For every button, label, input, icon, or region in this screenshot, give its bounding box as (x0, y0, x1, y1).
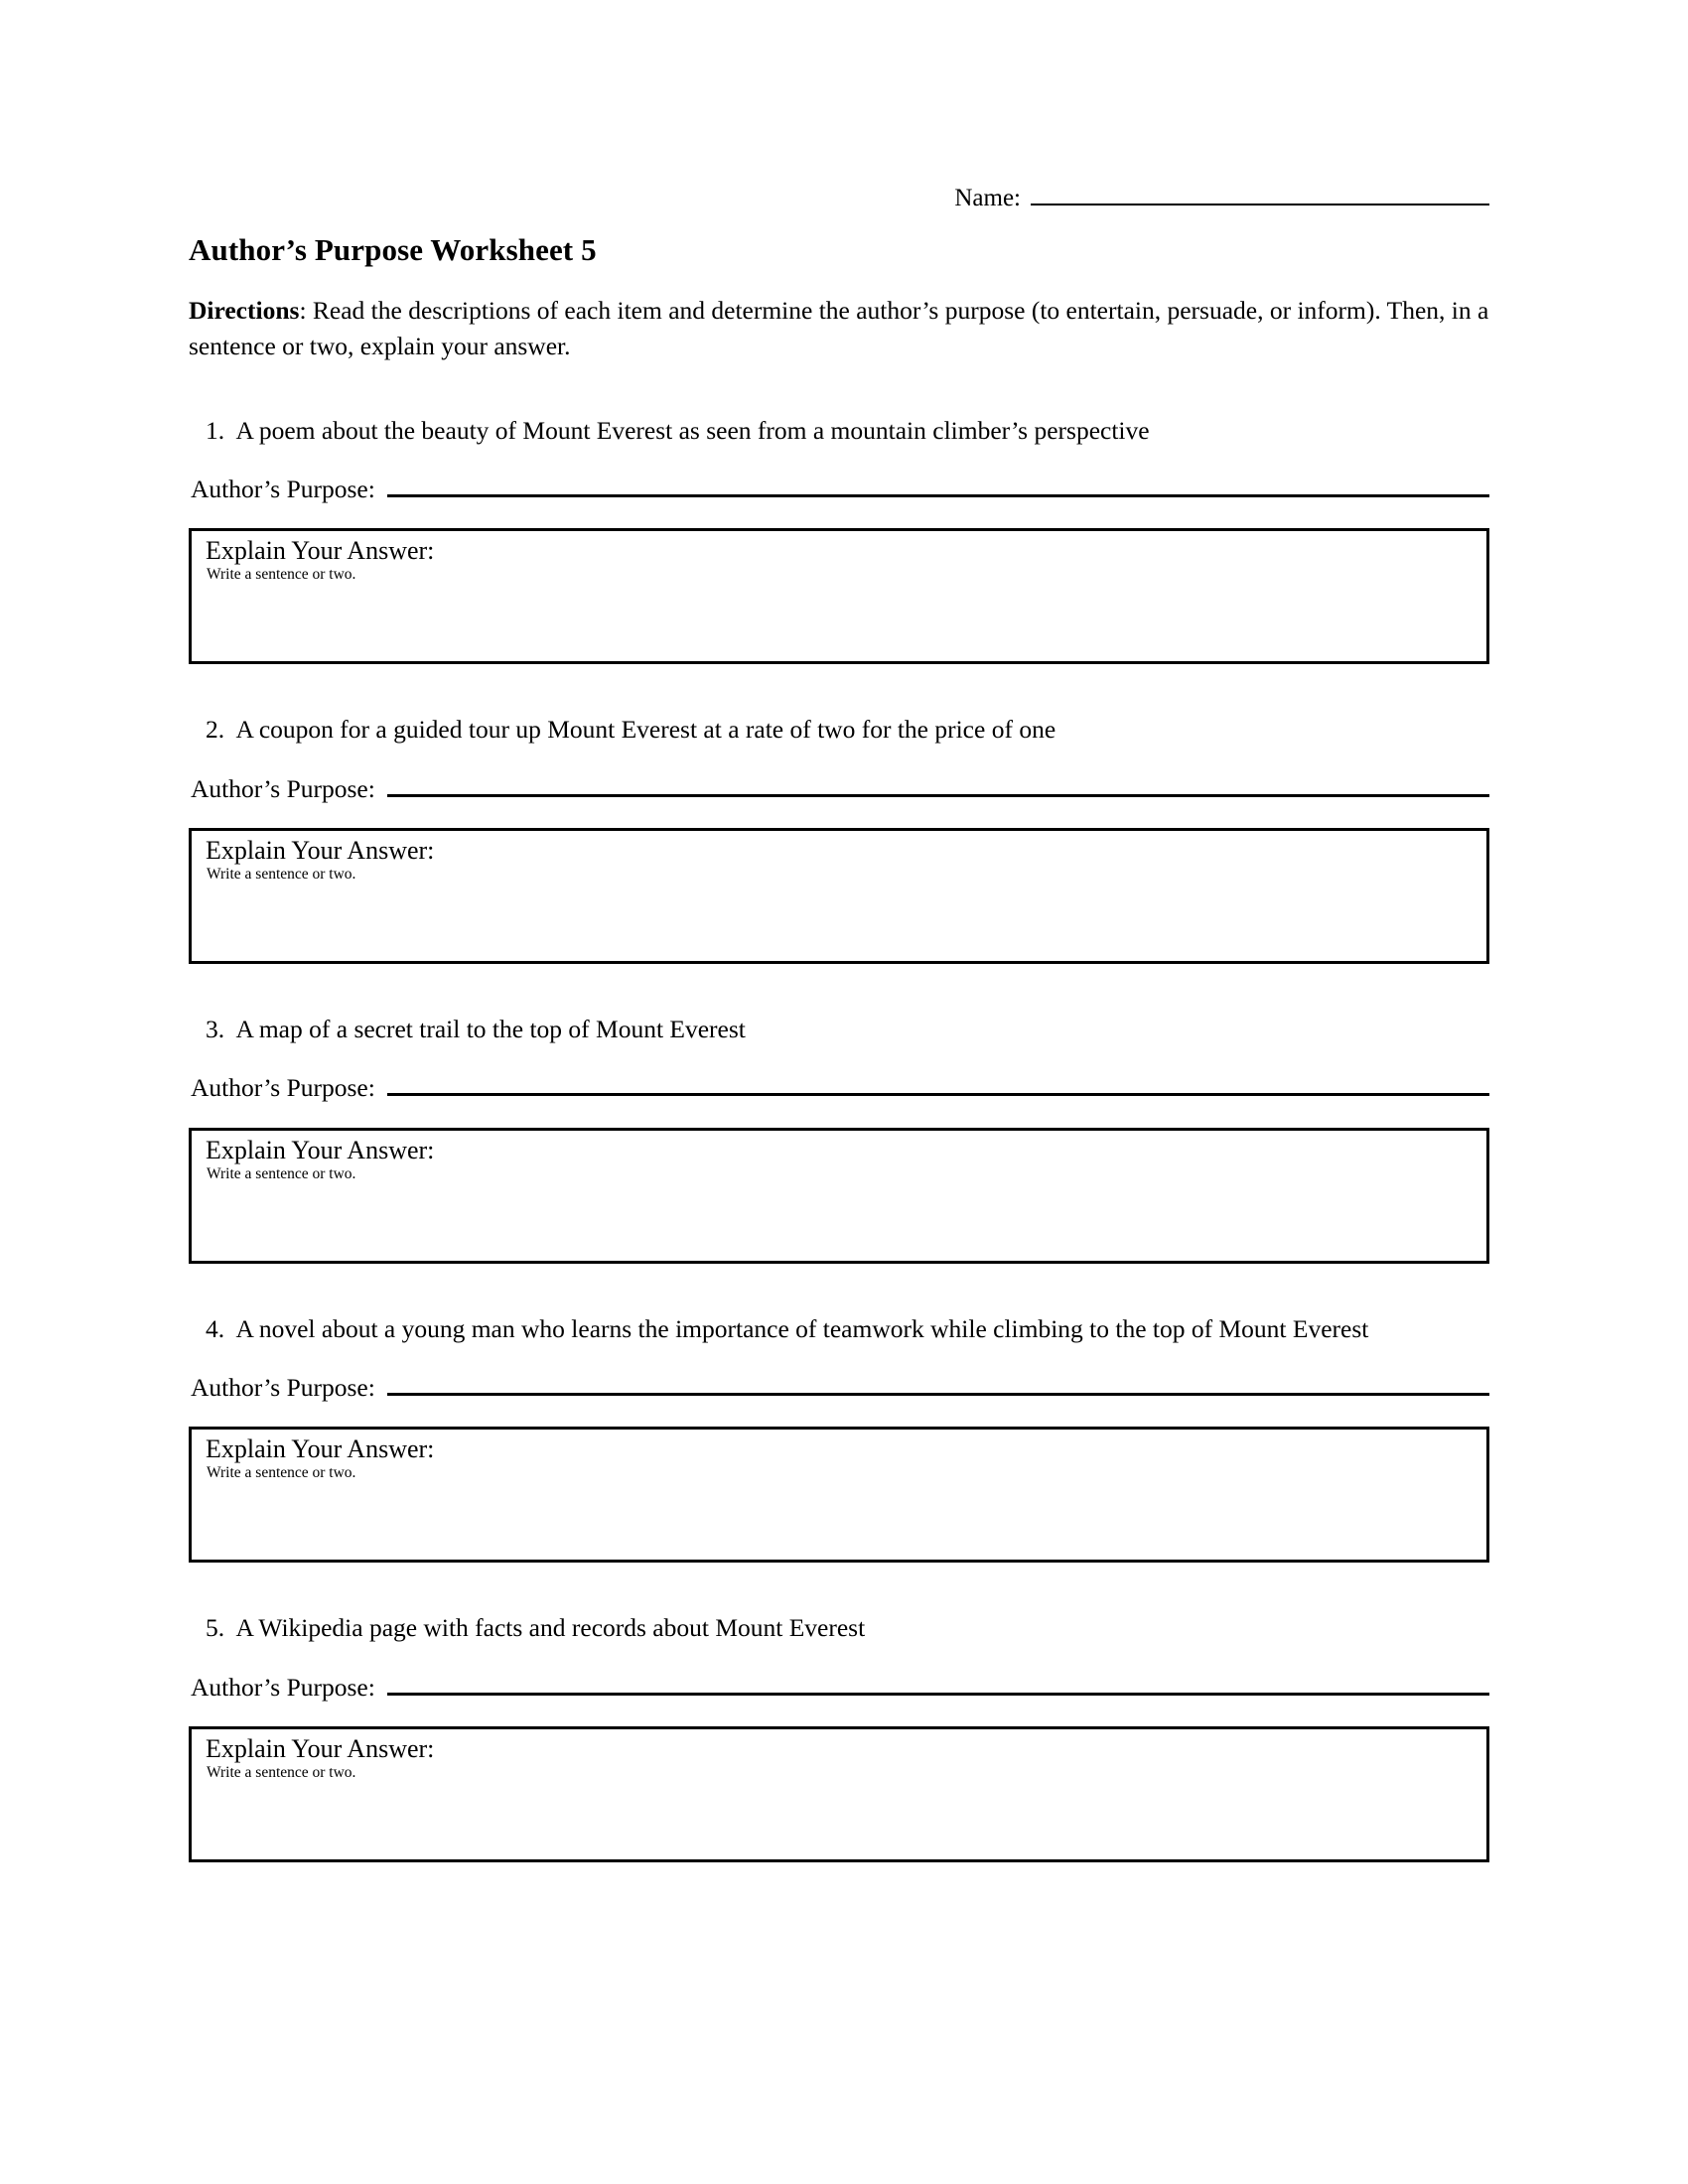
question-item (189, 1012, 1489, 1264)
question-number: 2. (206, 715, 225, 745)
explain-answer-subtext: Write a sentence or two. (207, 866, 356, 884)
question-number: 5. (206, 1613, 225, 1643)
question-text (206, 1311, 1489, 1347)
name-label: Name: (954, 185, 1021, 211)
authors-purpose-input-line[interactable] (387, 477, 1489, 497)
explain-answer-subtext: Write a sentence or two. (207, 1164, 356, 1182)
authors-purpose-row (189, 474, 1489, 503)
directions-label: Directions (189, 296, 300, 326)
question-number: 1. (206, 415, 225, 445)
question-body: A coupon for a guided tour up Mount Everest at a rate of two for the price of one (235, 715, 1056, 745)
question-text (206, 413, 1489, 449)
question-body: A novel about a young man who learns the importance of teamwork while climbing to the top of Mount Everest (235, 1313, 1369, 1343)
name-input-line[interactable] (1031, 184, 1489, 205)
explain-answer-title: Explain Your Answer: (206, 836, 435, 865)
authors-purpose-row (189, 773, 1489, 803)
authors-purpose-input-line[interactable] (387, 1375, 1489, 1396)
question-body: A map of a secret trail to the top of Mount Everest (235, 1015, 746, 1043)
directions-text: : Read the descriptions of each item and determine the author’s purpose (to entertain, persuade, or inform). Then, in a sentence or two, explain your answer. (189, 296, 1489, 361)
authors-purpose-input-line[interactable] (387, 1075, 1489, 1096)
authors-purpose-row (189, 1672, 1489, 1702)
directions-paragraph (189, 293, 1489, 364)
authors-purpose-row (189, 1372, 1489, 1402)
question-text (206, 1012, 1489, 1047)
question-item (189, 1610, 1489, 1862)
explain-answer-title: Explain Your Answer: (206, 1734, 435, 1764)
authors-purpose-label: Author’s Purpose: (191, 1672, 375, 1702)
question-number: 4. (206, 1313, 225, 1343)
explain-answer-subtext: Write a sentence or two. (207, 1764, 356, 1782)
worksheet-content (189, 184, 1489, 1862)
question-item (189, 712, 1489, 964)
explain-answer-box[interactable] (189, 528, 1489, 664)
authors-purpose-input-line[interactable] (387, 776, 1489, 797)
explain-answer-box[interactable] (189, 1128, 1489, 1264)
authors-purpose-label: Author’s Purpose: (191, 773, 375, 803)
authors-purpose-input-line[interactable] (387, 1675, 1489, 1696)
explain-answer-subtext: Write a sentence or two. (207, 1464, 356, 1482)
question-number: 3. (206, 1015, 225, 1043)
question-text (206, 712, 1489, 748)
question-body: A poem about the beauty of Mount Everest as seen from a mountain climber’s perspective (235, 415, 1150, 445)
explain-answer-title: Explain Your Answer: (206, 536, 435, 566)
authors-purpose-row (189, 1075, 1489, 1101)
explain-answer-title: Explain Your Answer: (206, 1135, 435, 1164)
question-item (189, 413, 1489, 665)
explain-answer-title: Explain Your Answer: (206, 1434, 435, 1464)
authors-purpose-label: Author’s Purpose: (191, 1073, 375, 1103)
authors-purpose-label: Author’s Purpose: (191, 1372, 375, 1402)
page-title: Author’s Purpose Worksheet 5 (189, 232, 597, 267)
name-field-row (189, 184, 1489, 217)
explain-answer-box[interactable] (189, 1726, 1489, 1862)
explain-answer-box[interactable] (189, 1427, 1489, 1563)
question-body: A Wikipedia page with facts and records about Mount Everest (235, 1613, 866, 1643)
explain-answer-subtext: Write a sentence or two. (207, 566, 356, 584)
authors-purpose-label: Author’s Purpose: (191, 474, 375, 503)
question-item (189, 1311, 1489, 1564)
explain-answer-box[interactable] (189, 828, 1489, 964)
question-text (206, 1610, 1489, 1646)
